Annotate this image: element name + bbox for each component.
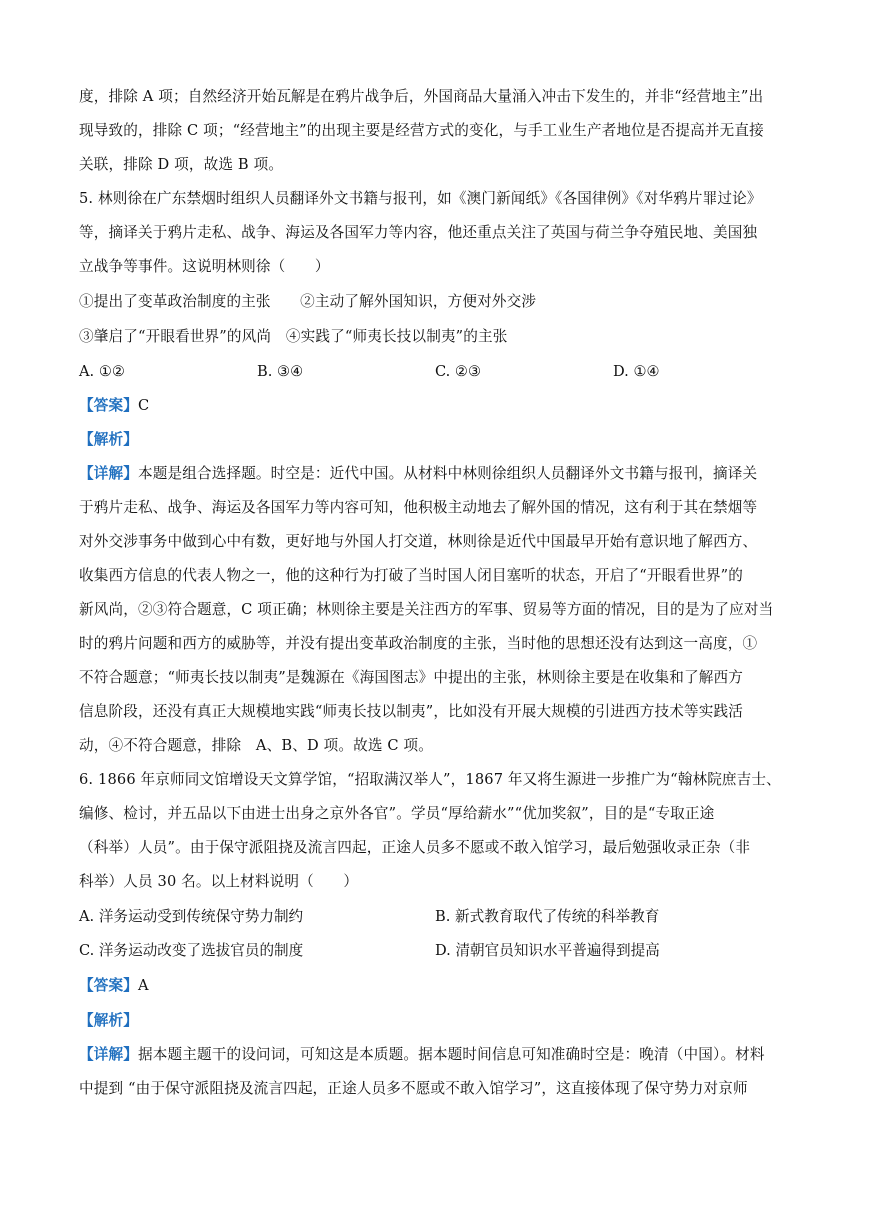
question-5-statement: ①提出了变革政治制度的主张 ②主动了解外国知识，方便对外交涉 [79, 293, 537, 310]
detail-text: 据本题主题干的设问词，可知这是本质题。据本题时间信息可知准确时空是：晚清（中国）。材料 [137, 1046, 765, 1063]
detail-text: 本题是组合选择题。时空是：近代中国。从材料中林则徐组织人员翻译外文书籍与报刊，摘译关 [137, 465, 758, 482]
question-5-detail: 对外交涉事务中做到心中有数，更好地与外国人打交道，林则徐是近代中国最早开始有意识地了解西方、 [79, 533, 758, 550]
question-5-stem: 5. 林则徐在广东禁烟时组织人员翻译外文书籍与报刊，如《澳门新闻纸》《各国律例》《对华鸦片罪过论》 [79, 190, 762, 207]
analysis-tag: 【解析】 [79, 1012, 138, 1029]
question-5-statement: ③肇启了“开眼看世界”的风尚 ④实践了“师夷长技以制夷”的主张 [79, 328, 508, 345]
detail-tag: 【详解】 [79, 1046, 138, 1063]
question-6-option-c: C. 洋务运动改变了选拔官员的制度 [79, 942, 304, 959]
answer-tag: 【答案】 [79, 977, 138, 994]
question-6-detail: 中提到 “由于保守派阻挠及流言四起，正途人员多不愿或不敢入馆学习”，这直接体现了保守势力对京师 [79, 1080, 748, 1097]
question-6-stem: 6. 1866 年京师同文馆增设天文算学馆，“招取满汉举人”，1867 年又将生源进一步推广为“翰林院庶吉士、 [79, 771, 781, 788]
question-6-stem: 编修、检讨，并五品以下由进士出身之京外各官”。学员“厚给薪水”“优加奖叙”，目的是“专取正途 [79, 805, 715, 822]
answer-value: C [137, 397, 150, 414]
question-5-detail: 不符合题意；“师夷长技以制夷”是魏源在《海国图志》中提出的主张，林则徐主要是在收集和了解西方 [79, 669, 743, 686]
text-line: 关联，排除 D 项，故选 B 项。 [79, 156, 284, 173]
question-5-detail: 收集西方信息的代表人物之一，他的这种行为打破了当时国人闭目塞听的状态，开启了“开眼看世界”的 [79, 567, 743, 584]
question-6-answer [79, 976, 794, 996]
question-5-detail: 新风尚，②③符合题意，C 项正确；林则徐主要是关注西方的军事、贸易等方面的情况，目的是为了应对当 [79, 601, 774, 618]
question-6-option-a: A. 洋务运动受到传统保守势力制约 [79, 908, 304, 925]
detail-tag: 【详解】 [79, 465, 138, 482]
question-5-option-c: C. ②③ [435, 363, 482, 380]
question-6-option-d: D. 清朝官员知识水平普遍得到提高 [435, 942, 660, 959]
question-5-detail: 于鸦片走私、战争、海运及各国军力等内容可知，他积极主动地去了解外国的情况，这有利于其在禁烟等 [79, 499, 758, 516]
question-6-option-b: B. 新式教育取代了传统的科举教育 [435, 908, 660, 925]
answer-tag: 【答案】 [79, 397, 138, 414]
question-5-answer [79, 396, 794, 416]
question-5-detail: 时的鸦片问题和西方的威胁等，并没有提出变革政治制度的主张，当时他的思想还没有达到这一高度，① [79, 635, 758, 652]
analysis-tag: 【解析】 [79, 431, 138, 448]
question-6-detail [79, 1045, 794, 1065]
question-5-detail: 动，④不符合题意，排除 A、B、D 项。故选 C 项。 [79, 737, 433, 754]
question-5-stem: 立战争等事件。这说明林则徐（ ） [79, 258, 330, 275]
answer-value: A [137, 977, 149, 994]
question-5-detail: 信息阶段，还没有真正大规模地实践“师夷长技以制夷”，比如没有开展大规模的引进西方技术等实践活 [79, 703, 743, 720]
question-6-stem: 科举）人员 30 名。以上材料说明（ ） [79, 873, 359, 890]
question-5-analysis-heading [79, 430, 794, 450]
question-6-stem: （科举）人员”。由于保守派阻挠及流言四起，正途人员多不愿或不敢入馆学习，最后勉强收录正杂（非 [79, 839, 751, 856]
question-5-option-b: B. ③④ [257, 363, 304, 380]
question-5-option-d: D. ①④ [613, 363, 660, 380]
question-5-option-a: A. ①② [79, 363, 125, 380]
question-5-detail [79, 464, 794, 484]
question-5-stem: 等，摘译关于鸦片走私、战争、海运及各国军力等内容，他还重点关注了英国与荷兰争夺殖民地、美国独 [79, 224, 758, 241]
question-6-analysis-heading [79, 1011, 794, 1031]
text-line: 度，排除 A 项；自然经济开始瓦解是在鸦片战争后，外国商品大量涌入冲击下发生的，并非“经营地主”出 [79, 88, 764, 105]
text-line: 现导致的，排除 C 项；“经营地主”的出现主要是经营方式的变化，与手工业生产者地位是否提高并无直接 [79, 122, 764, 139]
